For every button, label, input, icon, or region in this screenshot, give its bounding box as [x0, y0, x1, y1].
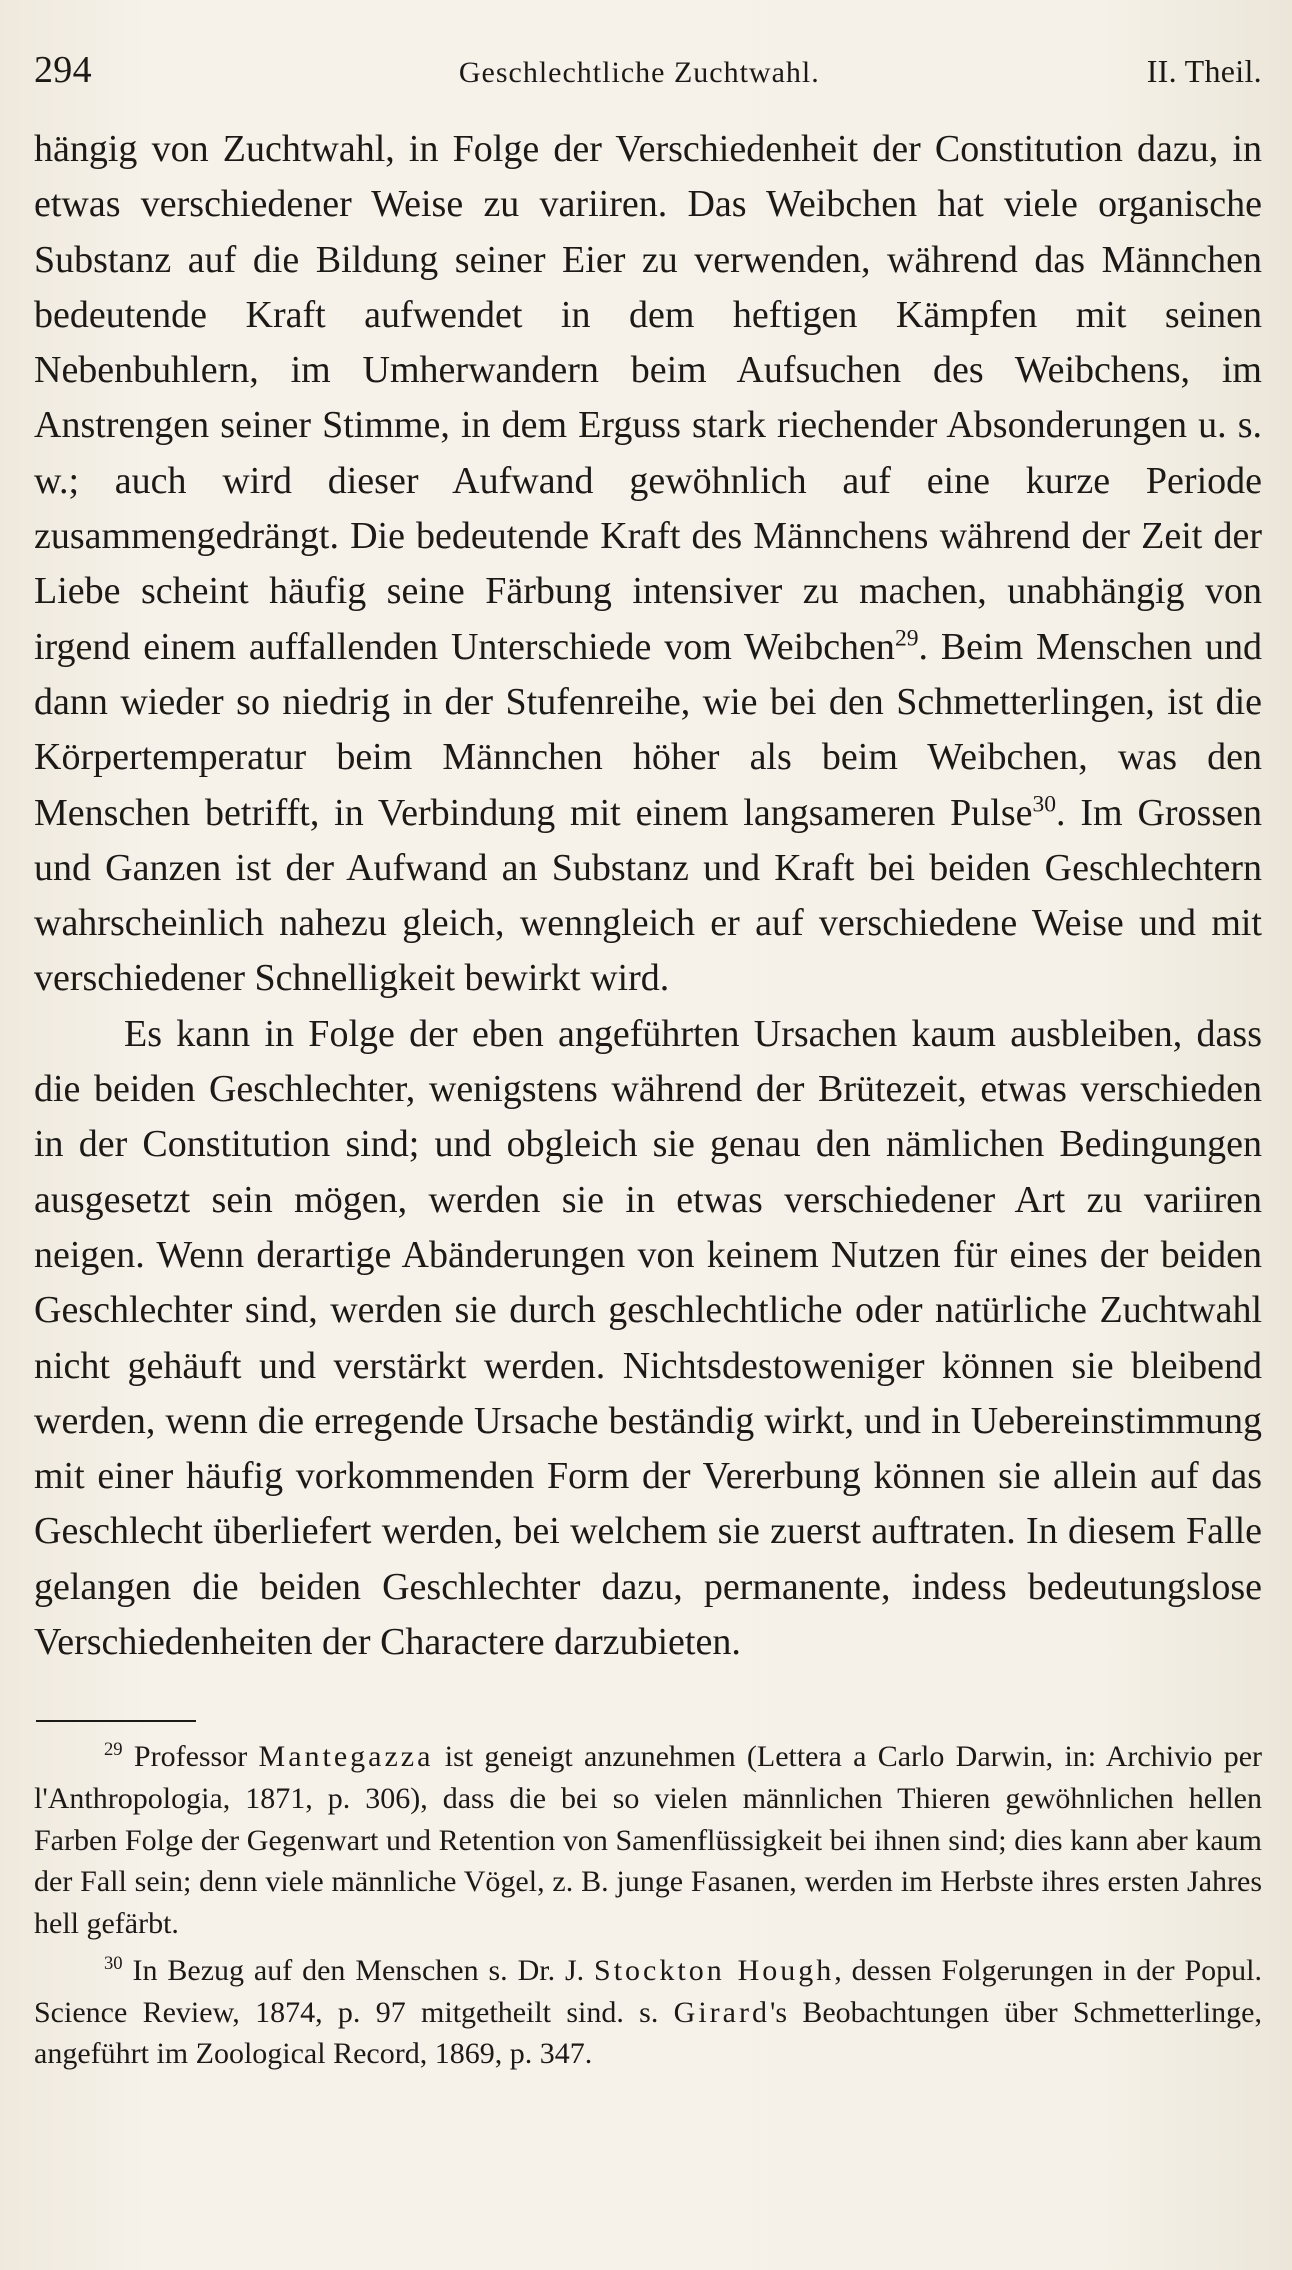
author-name: Stockton Hough [594, 1954, 835, 1988]
author-name: Girard [673, 1995, 770, 2029]
paragraph-2: Es kann in Folge der eben angeführten Ursachen kaum ausbleiben, dass die beiden Geschlechter, wenigstens während der Brütezeit, etwas verschieden in der Constitution sind; und obgleich sie genau den nämlichen Bedingungen ausgesetzt sein mögen, werden sie in etwas verschiedener Art zu variiren neigen. Wenn derartige Abänderungen von keinem Nutzen für eines der beiden Geschlechter sind, werden sie durch geschlechtliche oder natürliche Zuchtwahl nicht gehäuft und verstärkt werden. Nichtsdestoweniger können sie bleibend werden, wenn die erregende Ursache beständig wirkt, und in Uebereinstimmung mit einer häufig vorkommenden Form der Vererbung können sie allein auf das Geschlecht überliefert werden, bei welchem sie zuerst auftraten. In diesem Falle gelangen die beiden Geschlechter dazu, permanente, indess bedeutungslose Verschiedenheiten der Charactere darzubieten. [34, 1012, 1262, 1664]
running-title: Geschlechtliche Zuchtwahl. [458, 56, 820, 89]
paragraph-1-text-b: . Beim Menschen und dann wieder so niedrig in der Stufenreihe, wie bei den Schmetterlingen, ist die Körpertemperatur beim Männchen höher als beim Weibchen, was den Menschen betrifft, in Verbindung mit einem langsameren Pulse [34, 625, 1262, 834]
page-number: 294 [34, 49, 92, 91]
footnote-divider [36, 1720, 196, 1722]
main-text [34, 122, 1262, 1670]
footnote-ref-29: 29 [894, 625, 919, 652]
footnote-ref-30: 30 [1032, 790, 1057, 817]
footnote-text: 's Beobachtungen über Schmetterlinge, angeführt im Zoological Record, 1869, p. 347. [34, 1995, 1262, 2071]
footnote-text: In Bezug auf den Menschen s. Dr. J. [132, 1954, 595, 1988]
footnote-number: 30 [104, 1953, 123, 1975]
footnote-text: ist geneigt anzunehmen (Lettera a Carlo Darwin, in: Archivio per l'Anthropologia, 1871, p. 306), dass die bei so vielen männlichen Thieren gewöhnlichen hellen Farben Folge der Gegenwart und Retention von Samenflüssigkeit bei ihnen sind; dies kann aber kaum der Fall sein; denn viele männliche Vögel, z. B. junge Fasanen, werden im Herbste ihres ersten Jahres hell gefärbt. [34, 1740, 1263, 1940]
footnote-29 [34, 1736, 1262, 1944]
running-head [34, 48, 1262, 118]
author-name: Mantegazza [258, 1740, 434, 1774]
footnotes [34, 1736, 1262, 2075]
paragraph-1-text-c: . Im Grossen und Ganzen ist der Aufwand an Substanz und Kraft bei beiden Geschlechtern wahrscheinlich nahezu gleich, wenngleich er auf verschiedene Weise und mit verschiedener Schnelligkeit bewirkt wird. [34, 791, 1262, 1000]
footnote-number: 29 [104, 1739, 123, 1761]
footnote-30 [34, 1950, 1262, 2075]
footnote-text: Professor [133, 1740, 259, 1774]
paragraph-1 [34, 122, 1262, 1007]
part-label: II. Theil. [1146, 53, 1262, 89]
paragraph-1-text-a: hängig von Zuchtwahl, in Folge der Verschiedenheit der Constitution dazu, in etwas verschiedener Weise zu variiren. Das Weibchen hat viele organische Substanz auf die Bildung seiner Eier zu verwenden, während das Männchen bedeutende Kraft aufwendet in dem heftigen Kämpfen mit seinen Nebenbuhlern, im Umherwandern beim Aufsuchen des Weibchens, im Anstrengen seiner Stimme, in dem Erguss stark riechender Absonderungen u. s. w.; auch wird dieser Aufwand gewöhnlich auf eine kurze Periode zusammengedrängt. Die bedeutende Kraft des Männchens während der Zeit der Liebe scheint häufig seine Färbung intensiver zu machen, unabhängig von irgend einem auffallenden Unterschiede vom Weibchen [34, 128, 1262, 668]
footnote-text: , dessen Folgerungen in der Popul. Science Review, 1874, p. 97 mitgetheilt sind. s. [34, 1954, 1263, 2029]
